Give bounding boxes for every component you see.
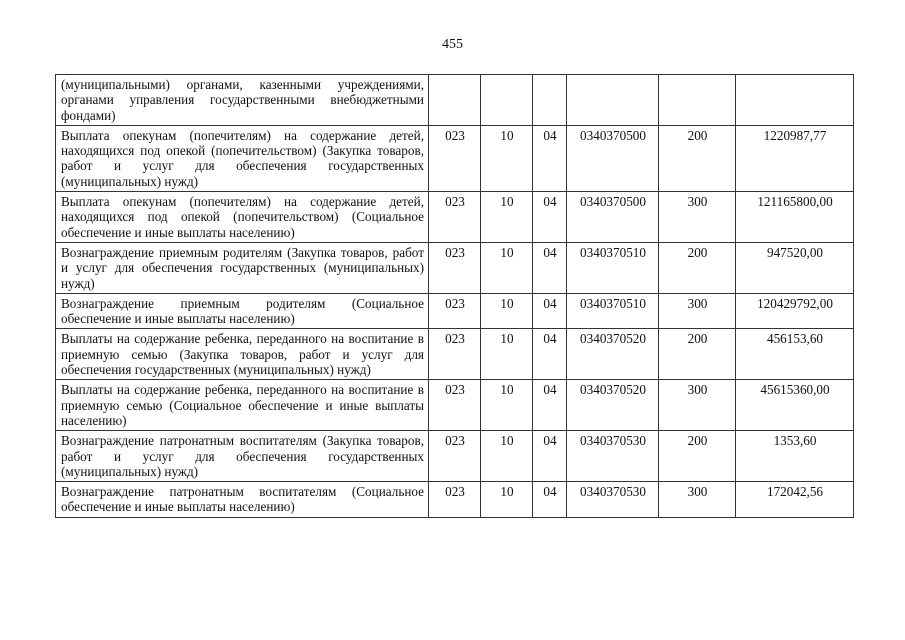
ministry-code <box>429 75 481 126</box>
expense-type-code: 300 <box>659 482 736 518</box>
target-article-code: 0340370500 <box>567 192 659 243</box>
ministry-code: 023 <box>429 380 481 431</box>
row-description: (муниципальными) органами, казенными учреждениями, органами управления государственными внебюджетными фондами) <box>56 75 429 126</box>
table-row <box>56 293 854 329</box>
subsection-code: 04 <box>533 293 567 329</box>
subsection-code: 04 <box>533 380 567 431</box>
section-code: 10 <box>481 380 533 431</box>
expense-type-code: 200 <box>659 329 736 380</box>
subsection-code: 04 <box>533 125 567 191</box>
target-article-code: 0340370520 <box>567 329 659 380</box>
amount-value: 947520,00 <box>736 242 854 293</box>
table-row <box>56 431 854 482</box>
table-row <box>56 329 854 380</box>
subsection-code: 04 <box>533 192 567 243</box>
ministry-code: 023 <box>429 293 481 329</box>
row-description: Вознаграждение приемным родителям (Социальное обеспечение и иные выплаты населению) <box>56 293 429 329</box>
section-code <box>481 75 533 126</box>
section-code: 10 <box>481 431 533 482</box>
table-row <box>56 242 854 293</box>
subsection-code: 04 <box>533 431 567 482</box>
row-description: Вознаграждение патронатным воспитателям (Закупка товаров, работ и услуг для обеспечения государственных (муниципальных) нужд) <box>56 431 429 482</box>
subsection-code: 04 <box>533 329 567 380</box>
expense-type-code: 200 <box>659 431 736 482</box>
target-article-code: 0340370510 <box>567 293 659 329</box>
section-code: 10 <box>481 482 533 518</box>
row-description: Выплата опекунам (попечителям) на содержание детей, находящихся под опекой (попечительством) (Социальное обеспечение и иные выплаты населению) <box>56 192 429 243</box>
amount-value: 121165800,00 <box>736 192 854 243</box>
table-row <box>56 192 854 243</box>
ministry-code: 023 <box>429 329 481 380</box>
section-code: 10 <box>481 242 533 293</box>
expense-type-code: 300 <box>659 380 736 431</box>
row-description: Выплаты на содержание ребенка, переданного на воспитание в приемную семью (Социальное обеспечение и иные выплаты населению) <box>56 380 429 431</box>
table-row <box>56 482 854 518</box>
amount-value: 45615360,00 <box>736 380 854 431</box>
target-article-code <box>567 75 659 126</box>
row-description: Выплата опекунам (попечителям) на содержание детей, находящихся под опекой (попечительством) (Закупка товаров, работ и услуг для обеспечения государственных (муниципальных) нужд) <box>56 125 429 191</box>
ministry-code: 023 <box>429 125 481 191</box>
budget-table <box>55 74 854 518</box>
amount-value: 172042,56 <box>736 482 854 518</box>
target-article-code: 0340370520 <box>567 380 659 431</box>
row-description: Вознаграждение патронатным воспитателям (Социальное обеспечение и иные выплаты населению) <box>56 482 429 518</box>
subsection-code: 04 <box>533 242 567 293</box>
table-row <box>56 75 854 126</box>
expense-type-code <box>659 75 736 126</box>
amount-value <box>736 75 854 126</box>
ministry-code: 023 <box>429 242 481 293</box>
subsection-code <box>533 75 567 126</box>
section-code: 10 <box>481 329 533 380</box>
expense-type-code: 300 <box>659 192 736 243</box>
section-code: 10 <box>481 192 533 243</box>
ministry-code: 023 <box>429 482 481 518</box>
amount-value: 120429792,00 <box>736 293 854 329</box>
expense-type-code: 200 <box>659 125 736 191</box>
subsection-code: 04 <box>533 482 567 518</box>
target-article-code: 0340370510 <box>567 242 659 293</box>
ministry-code: 023 <box>429 431 481 482</box>
target-article-code: 0340370500 <box>567 125 659 191</box>
row-description: Выплаты на содержание ребенка, переданного на воспитание в приемную семью (Закупка товаров, работ и услуг для обеспечения государственных (муниципальных) нужд) <box>56 329 429 380</box>
amount-value: 1220987,77 <box>736 125 854 191</box>
page-number: 455 <box>442 37 463 52</box>
section-code: 10 <box>481 293 533 329</box>
section-code: 10 <box>481 125 533 191</box>
row-description: Вознаграждение приемным родителям (Закупка товаров, работ и услуг для обеспечения государственных (муниципальных) нужд) <box>56 242 429 293</box>
target-article-code: 0340370530 <box>567 431 659 482</box>
table-row <box>56 380 854 431</box>
ministry-code: 023 <box>429 192 481 243</box>
expense-type-code: 300 <box>659 293 736 329</box>
expense-type-code: 200 <box>659 242 736 293</box>
amount-value: 1353,60 <box>736 431 854 482</box>
target-article-code: 0340370530 <box>567 482 659 518</box>
table-row <box>56 125 854 191</box>
amount-value: 456153,60 <box>736 329 854 380</box>
